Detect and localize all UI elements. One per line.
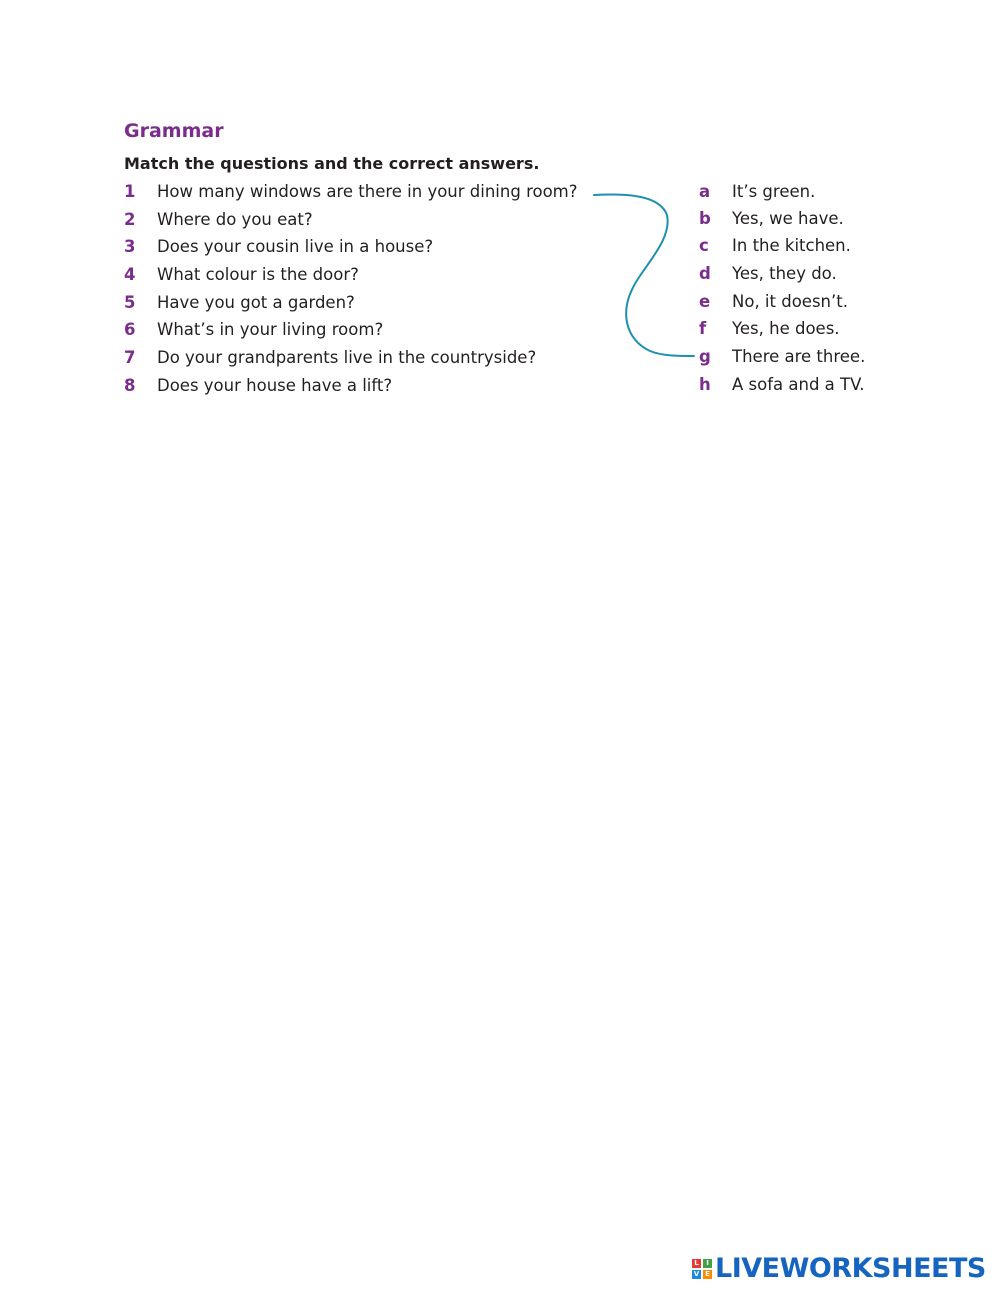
question-number: 3 — [124, 237, 136, 256]
example-match-line — [594, 194, 694, 356]
question-text: What’s in your living room? — [157, 320, 384, 339]
answer-letter: c — [699, 236, 709, 255]
logo-grid-cell: V — [693, 1270, 700, 1278]
question-text: Does your cousin live in a house? — [157, 237, 434, 256]
answer-text: Yes, we have. — [732, 209, 844, 228]
logo-text: LIVEWORKSHEETS — [715, 1253, 986, 1284]
question-text: How many windows are there in your dining room? — [157, 182, 578, 201]
answer-text: Yes, he does. — [732, 319, 840, 338]
question-number: 1 — [124, 182, 136, 201]
question-number: 2 — [124, 210, 136, 229]
answer-letter: e — [699, 292, 711, 311]
section-title: Grammar — [124, 120, 224, 142]
question-number: 4 — [124, 265, 136, 284]
logo-grid-cell: L — [692, 1259, 701, 1268]
answer-text: No, it doesn’t. — [732, 292, 848, 311]
logo-grid-cell: I — [703, 1259, 712, 1268]
question-number: 6 — [124, 320, 136, 339]
question-text: Where do you eat? — [157, 210, 313, 229]
question-number: 7 — [124, 348, 136, 367]
answer-text: A sofa and a TV. — [732, 375, 865, 394]
answer-letter: f — [699, 319, 707, 338]
question-number: 5 — [124, 293, 136, 312]
question-text: What colour is the door? — [157, 265, 359, 284]
liveworksheets-logo — [692, 1253, 986, 1284]
answer-text: It’s green. — [732, 182, 816, 201]
answer-letter: d — [699, 264, 711, 283]
answer-letter: g — [699, 347, 711, 366]
logo-grid-icon — [692, 1259, 712, 1279]
answer-text: In the kitchen. — [732, 236, 851, 255]
question-text: Does your house have a lift? — [157, 376, 393, 395]
answer-letter: b — [699, 209, 711, 228]
question-text: Have you got a garden? — [157, 293, 355, 312]
answer-text: There are three. — [732, 347, 866, 366]
question-text: Do your grandparents live in the countryside? — [157, 348, 537, 367]
answer-letter: a — [699, 182, 711, 201]
answer-text: Yes, they do. — [732, 264, 837, 283]
answer-letter: h — [699, 375, 711, 394]
question-number: 8 — [124, 376, 136, 395]
logo-grid-cell: E — [703, 1270, 712, 1279]
instruction: Match the questions and the correct answers. — [124, 154, 540, 173]
